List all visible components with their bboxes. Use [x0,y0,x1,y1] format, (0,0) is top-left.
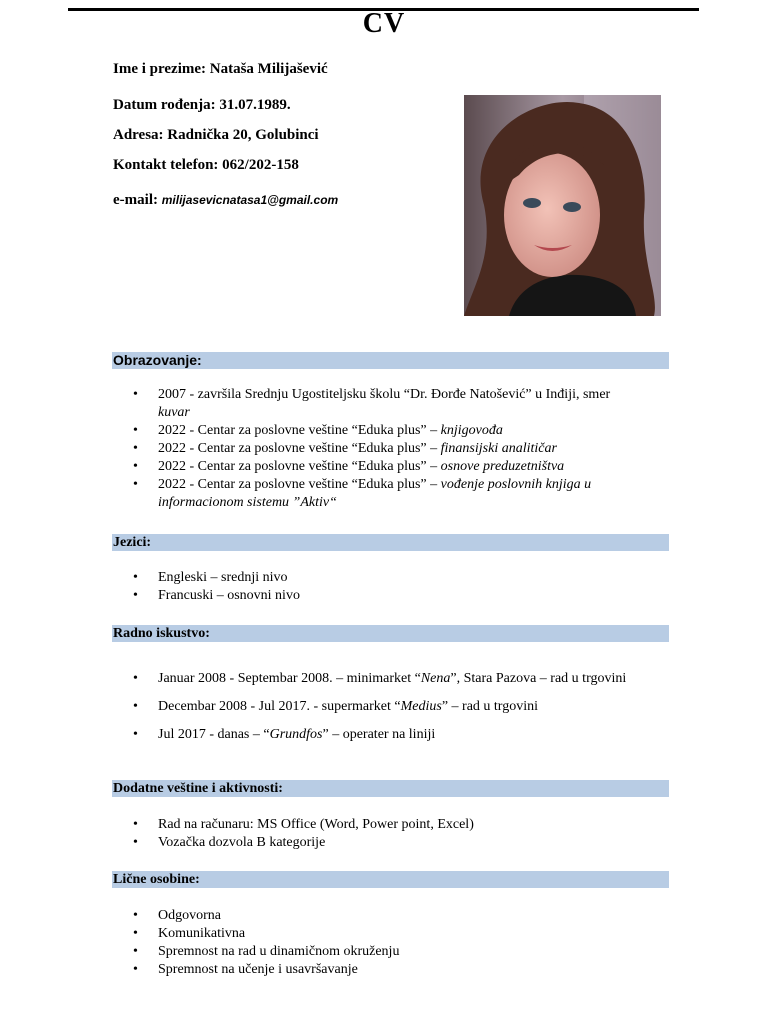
experience-list [130,670,670,744]
list-item: • 2022 - Centar za poslovne veštine “Eduka plus” – knjigovođa [130,422,670,440]
list-item: • 2022 - Centar za poslovne veštine “Eduka plus” – vođenje poslovnih knjiga u informacionom sistemu ”Aktiv“ [130,476,670,512]
dob-line: Datum rođenja: 31.07.1989. [113,97,291,113]
list-item: • Spremnost na rad u dinamičnom okruženju [130,943,670,961]
list-item: • Januar 2008 - Septembar 2008. – minimarket “Nena”, Stara Pazova – rad u trgovini [130,670,670,688]
section-title: Dodatne veštine i aktivnosti: [113,781,283,796]
section-header-languages [112,534,669,551]
name-line: Ime i prezime: Nataša Milijašević [113,61,328,77]
email-line [113,192,338,209]
address-line: Adresa: Radnička 20, Golubinci [113,127,319,143]
section-title: Obrazovanje: [113,352,202,368]
list-item: • Francuski – osnovni nivo [130,587,670,605]
languages-list [130,569,670,605]
list-item: • Vozačka dozvola B kategorije [130,834,670,852]
list-item: • Komunikativna [130,925,670,943]
traits-list [130,907,670,979]
section-title: Jezici: [113,535,152,550]
email-value: milijasevicnatasa1@gmail.com [161,193,339,207]
section-header-experience [112,625,669,642]
list-item: • Engleski – srednji nivo [130,569,670,587]
document-title: CV [362,8,406,39]
list-item: • 2022 - Centar za poslovne veštine “Eduka plus” – finansijski analitičar [130,440,670,458]
email-label: e-mail: [113,192,158,208]
list-item: • 2022 - Centar za poslovne veštine “Eduka plus” – osnove preduzetništva [130,458,670,476]
list-item: • Rad na računaru: MS Office (Word, Power point, Excel) [130,816,670,834]
list-item: • Decembar 2008 - Jul 2017. - supermarket “Medius” – rad u trgovini [130,698,670,716]
list-item: • Odgovorna [130,907,670,925]
section-title: Radno iskustvo: [113,626,210,641]
phone-line: Kontakt telefon: 062/202-158 [113,157,299,173]
list-item: • Jul 2017 - danas – “Grundfos” – operater na liniji [130,726,670,744]
skills-list [130,816,670,852]
section-title: Lične osobine: [113,872,200,887]
section-header-skills [112,780,669,797]
education-list [130,386,670,512]
list-item: • Spremnost na učenje i usavršavanje [130,961,670,979]
section-header-education [112,352,669,369]
section-header-traits [112,871,669,888]
profile-photo [464,95,661,316]
list-item: • 2007 - završila Srednju Ugostiteljsku školu “Dr. Đorđe Natošević” u Inđiji, smer kuvar [130,386,670,422]
